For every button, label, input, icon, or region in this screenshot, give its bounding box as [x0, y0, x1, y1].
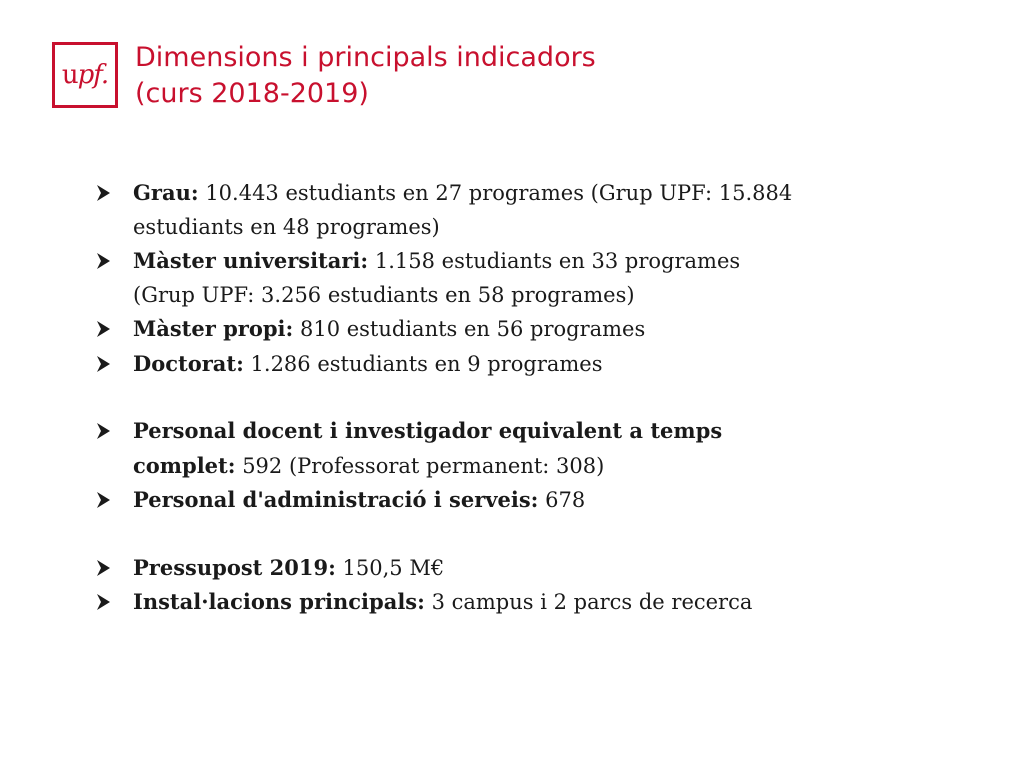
indicator-list [96, 176, 896, 620]
arrowhead-bullet-icon [96, 551, 133, 585]
item-text: 1.158 estudiants en 33 programes [374, 249, 741, 273]
title-line-2: (curs 2018-2019) [135, 78, 369, 109]
item-text-cont: estudiants en 48 programes) [133, 214, 440, 239]
arrowhead-bullet-icon [96, 244, 133, 278]
item-label: Màster universitari: [133, 248, 369, 273]
upf-logo-text [62, 60, 108, 90]
budget-group [96, 551, 896, 620]
item-label: Màster propi: [133, 316, 294, 341]
students-group [96, 176, 896, 381]
title-line-1: Dimensions i principals indicadors [135, 42, 596, 73]
item-label: Personal d'administració i serveis: [133, 487, 539, 512]
staff-group [96, 414, 896, 518]
item-text: 150,5 M€ [342, 555, 445, 580]
upf-logo [52, 42, 118, 108]
list-item-pas [96, 483, 896, 518]
arrowhead-bullet-icon [96, 585, 133, 619]
item-label-cont: complet: [133, 452, 236, 478]
arrowhead-bullet-icon [96, 414, 133, 448]
page-title [135, 40, 596, 112]
list-item-doctorat [96, 347, 896, 382]
list-item-master-propi [96, 312, 896, 347]
item-label: Instal·lacions principals: [133, 589, 425, 614]
arrowhead-bullet-icon [96, 176, 133, 210]
item-text: 810 estudiants en 56 programes [299, 317, 646, 341]
item-label: Grau: [133, 180, 199, 205]
list-item-grau [96, 176, 896, 244]
item-text-cont: (Grup UPF: 3.256 estudiants en 58 programes) [133, 282, 635, 307]
arrowhead-bullet-icon [96, 483, 133, 517]
arrowhead-bullet-icon [96, 347, 133, 381]
list-item-installacions [96, 585, 896, 620]
item-text: 592 (Professorat permanent: 308) [242, 453, 605, 478]
item-text: 678 [545, 488, 586, 512]
logo-pf: pf. [77, 60, 109, 90]
item-label: Doctorat: [133, 350, 244, 376]
item-label: Pressupost 2019: [133, 554, 336, 580]
list-item-pressupost [96, 551, 896, 586]
arrowhead-bullet-icon [96, 312, 133, 346]
list-item-master-universitari [96, 244, 896, 312]
logo-u: u [61, 60, 78, 90]
item-text: 1.286 estudiants en 9 programes [250, 351, 603, 376]
item-text: 3 campus i 2 parcs de recerca [431, 590, 753, 614]
list-item-pdi [96, 414, 896, 483]
item-label: Personal docent i investigador equivalent a temps [133, 418, 723, 443]
item-text: 10.443 estudiants en 27 programes (Grup UPF: 15.884 [205, 181, 793, 205]
